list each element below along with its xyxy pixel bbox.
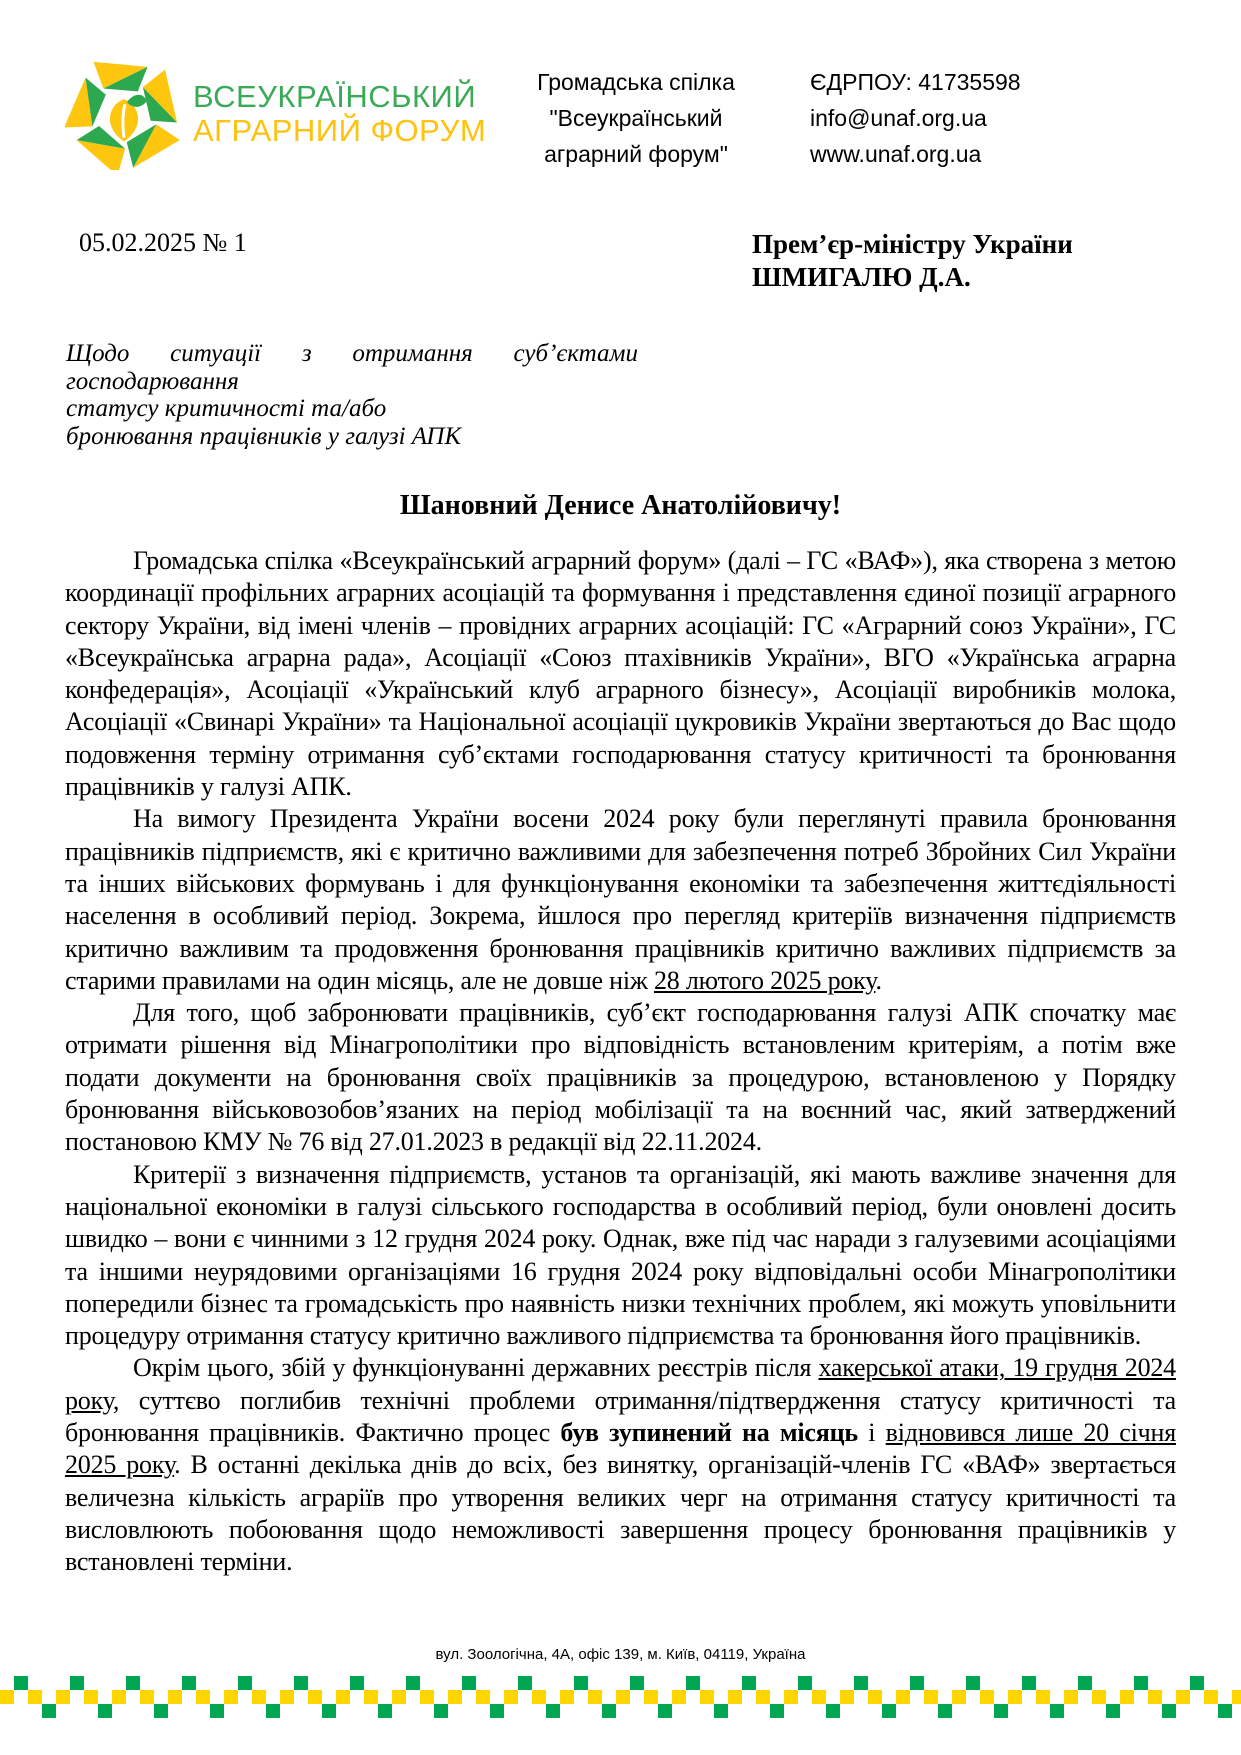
body-paragraph: Критерії з визначення підприємств, установ та організацій, які мають важливе значення для національної економіки в галузі сільського господарства в особливий період, були оновлені досить швидко – вони є чинними з 12 грудня 2024 року. Однак, вже під час наради з галузевими асоціаціями та іншими неурядовими організаціями 16 грудня 2024 року відповідальні особи Мінагрополітики попередили бізнес та громадськість про наявність низки технічних проблем, які можуть уповільнити процедуру отримання статусу критично важливого підприємства та бронювання його працівників. [65, 1159, 1176, 1351]
meta-row [0, 228, 1241, 294]
addressee-block [752, 228, 1176, 294]
email-address: info@unaf.org.ua [810, 105, 987, 131]
addressee-name: ШМИГАЛЮ Д.А. [752, 262, 971, 292]
organization-logo [65, 58, 510, 170]
subject-line3: бронювання працівників у галузі АПК [66, 422, 462, 450]
letter-body [0, 545, 1241, 1579]
body-paragraph: Для того, щоб забронювати працівників, суб’єкт господарювання галузі АПК спочатку має отримати рішення від Мінагрополітики про відповідність встановленим критеріям, а потім вже подати документи на бронювання своїх працівників за процедурою, встановленою у Порядку бронювання військовозобов’язаних на період мобілізації та на воєнний час, який затверджений постановою КМУ № 76 від 27.01.2023 в редакції від 22.11.2024. [65, 998, 1176, 1157]
footer-address: вул. Зоологічна, 4А, офіс 139, м. Київ, 04119, Україна [435, 1646, 806, 1663]
ornament-pattern-icon [0, 1676, 1241, 1718]
website-address: www.unaf.org.ua [810, 141, 982, 167]
body-paragraph: Окрім цього, збій у функціонуванні державних реєстрів після хакерської атаки, 19 грудня 2024 року, суттєво поглибив технічні проблеми отримання/підтвердження статусу критичності та бронювання працівників. Фактично процес був зупинений на місяць і відновився лише 20 січня 2025 року. В останні декілька днів до всіх, без винятку, організацій-членів ГС «ВАФ» звертається величезна кількість аграріїв про утворення великих черг на отримання статусу критичності та висловлюють побоювання щодо неможливості завершення процесу бронювання працівників у встановлені терміни. [65, 1353, 1176, 1577]
logo-emblem-icon [65, 58, 183, 170]
edrpou-number: ЄДРПОУ: 41735598 [810, 69, 1021, 95]
contact-block [810, 64, 1021, 172]
subject-line2: статусу критичності та/або [66, 395, 387, 422]
addressee-title: Прем’єр-міністру України [752, 229, 1073, 259]
letterhead [0, 0, 1241, 172]
letter-footer [0, 1646, 1241, 1755]
org-line3: аграрний форум" [544, 141, 728, 167]
org-line1: Громадська спілка [537, 69, 735, 95]
logo-wordmark [193, 80, 486, 148]
letter-date-number: 05.02.2025 № 1 [79, 228, 247, 257]
body-paragraph: Громадська спілка «Всеукраїнський аграрний форум» (далі – ГС «ВАФ»), яка створена з метою координації профільних аграрних асоціацій та формування і представлення єдиної позиції аграрного сектору України, від імені членів – провідних аграрних асоціацій: ГС «Аграрний союз України», ГС «Всеукраїнська аграрна рада», Асоціації «Союз птахівників України», ВГО «Українська аграрна конфедерація», Асоціації «Український клуб аграрного бізнесу», Асоціації виробників молока, Асоціації «Свинарі України» та Національної асоціації цукровиків України звертаються до Вас щодо подовження терміну отримання суб’єктами господарювання статусу критичності та бронювання працівників у галузі АПК. [65, 546, 1176, 802]
salutation: Шановний Денисе Анатолійовичу! [399, 490, 842, 521]
ornament-border [0, 1676, 1241, 1718]
organization-name-block [510, 64, 762, 172]
logo-wordmark-line2: АГРАРНИЙ ФОРУМ [193, 113, 487, 148]
org-line2: "Всеукраїнський [549, 105, 723, 131]
subject-block [66, 340, 638, 450]
body-paragraph: На вимогу Президента України восени 2024 року були переглянуті правила бронювання працівників підприємств, які є критично важливими для забезпечення потреб Збройних Сил України та інших військових формувань і для функціонування економіки та забезпечення життєдіяльності населення в особливий період. Зокрема, йшлося про перегляд критеріїв визначення підприємств критично важливим та продовження бронювання працівників критично важливих підприємств за старими правилами на один місяць, але не довше ніж 28 лютого 2025 року. [65, 804, 1176, 995]
logo-wordmark-line1: ВСЕУКРАЇНСЬКИЙ [193, 78, 477, 114]
subject-line1: Щодо ситуації з отримання суб’єктами господарювання [66, 340, 638, 395]
